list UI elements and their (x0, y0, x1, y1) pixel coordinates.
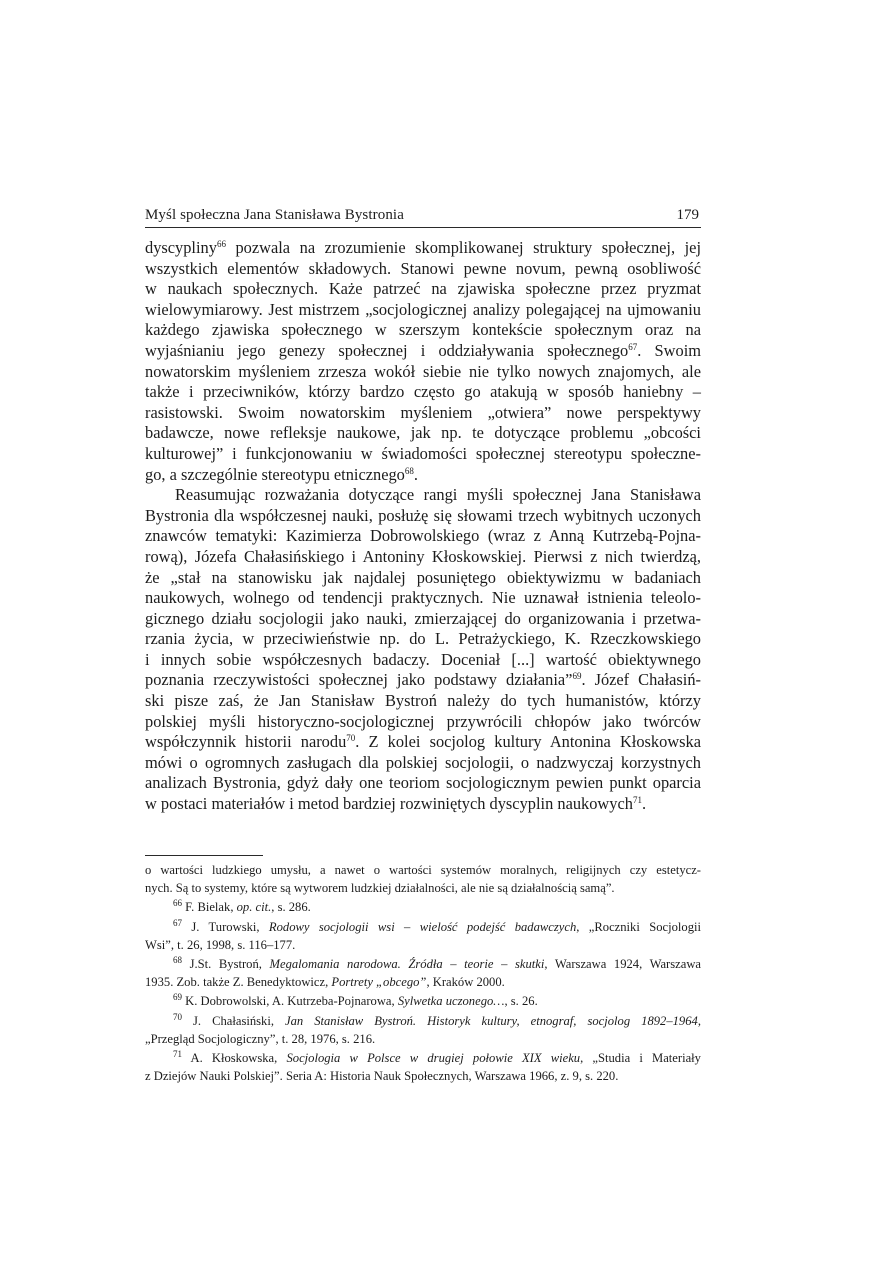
running-title: Myśl społeczna Jana Stanisława Bystronia (145, 207, 404, 223)
text-line: rową), Józefa Chałasińskiego i Antoniny Kłoskowskiej. Pierwsi z nich twierdzą, (145, 546, 701, 566)
footnote-70-line2: „Przegląd Socjologiczny”, t. 28, 1976, s. 216. (145, 1031, 376, 1046)
text-line: w naukach społecznych. Każe patrzeć na zjawiska społeczne przez pryzmat (145, 279, 701, 299)
text-line: analizach Bystronia, gdyż dały one teoriom socjologicznym pewien punkt oparcia (145, 773, 701, 793)
footnotes (145, 862, 701, 1086)
footnote-67-line2: Wsi”, t. 26, 1998, s. 116–177. (145, 937, 296, 952)
footnote-continuation-line: nych. Są to systemy, które są wytworem ludzkiej działalności, ale nie są działalnością samą”. (145, 880, 615, 895)
text-line: go, a szczególnie stereotypu etnicznego$^{68}$. (145, 464, 418, 484)
text-line: gicznego działu socjologii jako nauki, zmierzającej do organizowania i przetwa- (145, 608, 701, 628)
text-line: poznania rzeczywistości społecznej jako podstawy działania”$^{69}$. Józef Chałasiń- (145, 670, 701, 690)
text-line: i innych sobie współczesnych badaczy. Doceniał [...] wartość obiektywnego (145, 649, 701, 669)
running-header (145, 205, 701, 228)
text-line: dyscypliny$^{66}$ pozwala na zrozumienie skomplikowanej struktury społecznej, jej (145, 238, 701, 257)
text-line: nowatorskim myśleniem zrzesza wokół siebie nie tylko nowych znajomych, ale (145, 361, 701, 381)
footnote-ref-68[interactable]: 68 (404, 465, 414, 476)
text-line: wszystkich elementów składowych. Stanowi pewne novum, pewną osobliwość (145, 258, 701, 278)
text-line: naukowych, wolnego od tendencji praktycznych. Nie uznawał istnienia teleolo- (145, 588, 701, 608)
footnote-ref-69[interactable]: 69 (572, 671, 582, 682)
text-line: że „stał na stanowisku jak najdalej posuniętego obiektywizmu w badaniach (145, 567, 701, 587)
footnote-66: $^{66}$ F. Bielak, op. cit., s. 286. (173, 898, 311, 915)
footnote-ref-70[interactable]: 70 (346, 733, 356, 744)
text-line: także i przeciwników, którzy bardzo często go atakują w sposób haniebny – (145, 382, 701, 402)
footnote-67: $^{67}$ J. Turowski, Rodowy socjologii wsi – wielość podejść badawczych, „Roczniki Socjologii (173, 917, 701, 934)
footnote-68-line2: 1935. Zob. także Z. Benedyktowicz, Portrety „obcego”, Kraków 2000. (145, 974, 505, 989)
text-line: Bystronia dla współczesnej nauki, posłużę się słowami trzech wybitnych uczonych (145, 505, 701, 525)
footnote-continuation-line: o wartości ludzkiego umysłu, a nawet o wartości systemów moralnych, religijnych czy estetycz- (145, 863, 701, 877)
footnote-71-line2: z Dziejów Nauki Polskiej”. Seria A: Historia Nauk Społecznych, Warszawa 1966, z. 9, s. 220. (145, 1068, 619, 1083)
main-text (145, 238, 701, 815)
page-number: 179 (676, 207, 699, 223)
footnote-71: $^{71}$ A. Kłoskowska, Socjologia w Polsce w drugiej połowie XIX wieku, „Studia i Materiały (173, 1048, 701, 1065)
text-line: mówi o ogromnych zasługach dla polskiej socjologii, o nadzwyczaj korzystnych (145, 752, 701, 772)
text-line: współczynnik historii narodu$^{70}$. Z kolei socjolog kultury Antonina Kłoskowska (145, 732, 701, 752)
footnote-ref-71[interactable]: 71 (632, 795, 642, 806)
text-line: znawców tematyki: Kazimierza Dobrowolskiego (wraz z Anną Kutrzebą-Pojna- (145, 526, 701, 546)
text-line: wyjaśnianiu jego genezy społecznej i oddziaływania społecznego$^{67}$. Swoim (145, 340, 701, 360)
text-line: każdego zjawiska społecznego w szerszym kontekście społecznym oraz na (145, 320, 701, 340)
text-line: kulturowej” i funkcjonowaniu w świadomości społecznej stereotypu społeczne- (145, 443, 701, 463)
text-line: Reasumując rozważania dotyczące rangi myśli społecznej Jana Stanisława (175, 485, 701, 505)
text-line: polskiej myśli historyczno-socjologicznej przywrócili chłopów jako twórców (145, 711, 701, 731)
text-line: rzania życia, w przeciwieństwie np. do L. Petrażyckiego, K. Rzeczkowskiego (145, 629, 701, 649)
footnote-divider (145, 855, 263, 856)
footnote-69: $^{69}$ K. Dobrowolski, A. Kutrzeba-Pojnarowa, Sylwetka uczonego…, s. 26. (173, 992, 538, 1009)
footnote-68: $^{68}$ J.St. Bystroń, Megalomania narodowa. Źródła – teorie – skutki, Warszawa 1924, Warszawa (173, 954, 702, 971)
text-line: wielowymiarowy. Jest mistrzem „socjologicznej analizy polegającej na ujmowaniu (145, 299, 701, 319)
footnote-ref-67[interactable]: 67 (628, 341, 638, 352)
text-line: badawcze, nowe refleksje naukowe, jak np. te dotyczące problemu „obcości (145, 423, 701, 443)
text-line: rasistowski. Swoim nowatorskim myśleniem „otwiera” nowe perspektywy (145, 402, 701, 422)
text-line: ski pisze zaś, że Jan Stanisław Bystroń należy do tych humanistów, którzy (145, 691, 701, 711)
footnote-ref-66[interactable]: 66 (216, 239, 226, 249)
text-line: w postaci materiałów i metod bardziej rozwiniętych dyscyplin naukowych$^{71}$. (145, 794, 647, 814)
footnote-70: $^{70}$ J. Chałasiński, Jan Stanisław Bystroń. Historyk kultury, etnograf, socjolog 1892–1964, (173, 1011, 701, 1028)
